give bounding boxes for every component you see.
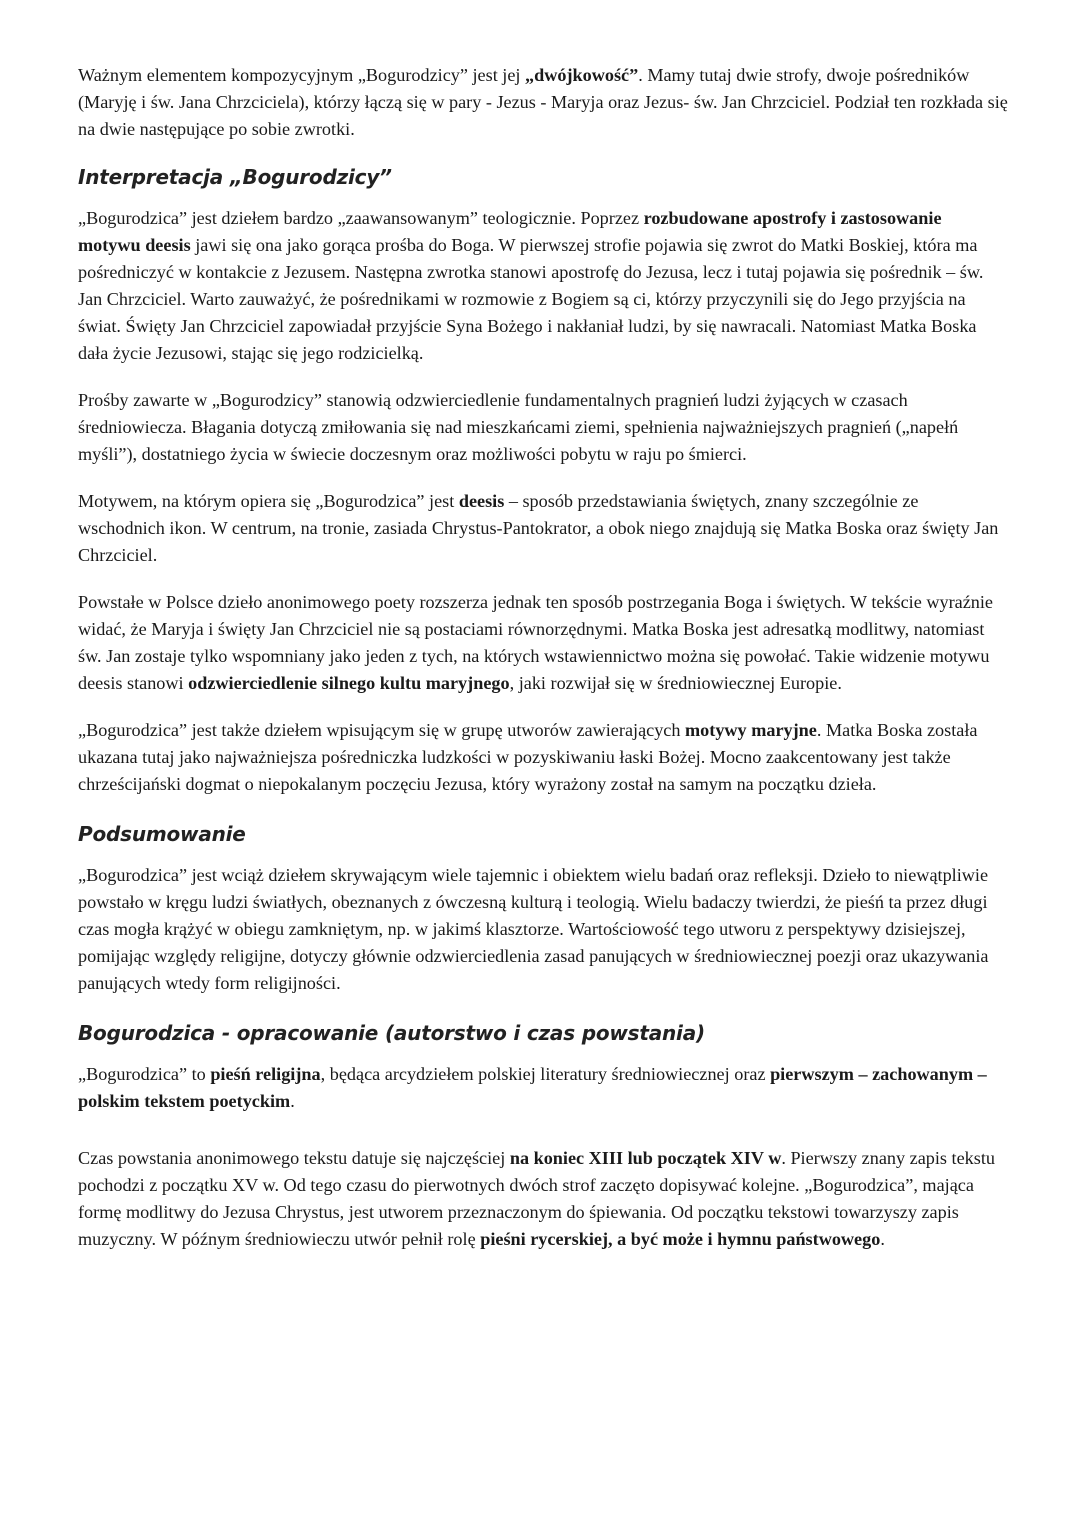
paragraph-marian-cult: Powstałe w Polsce dzieło anonimowego poety rozszerza jednak ten sposób postrzegania Boga i świętych. W tekście wyraźnie widać, że Maryja i święty Jan Chrzciciel nie są postaciami równorzędnymi. Matka Boska jest adresatką modlitwy, natomiast św. Jan zostaje tylko wspomniany jako jeden z tych, na których wstawiennictwo można się powołać. Takie widzenie motywu deesis stanowi odzwierciedlenie silnego kultu maryjnego, jaki rozwijał się w średniowiecznej Europie. (78, 592, 994, 693)
paragraph-marian-motifs: „Bogurodzica” jest także dziełem wpisującym się w grupę utworów zawierających motywy maryjne. Matka Boska została ukazana tutaj jako najważniejsza pośredniczka ludzkości w pozyskiwaniu łaski Bożej. Mocno zaakcentowany jest także chrześcijański dogmat o niepokalanym poczęciu Jezusa, który wyrażony został na samym na początku dzieła. (78, 720, 978, 794)
paragraph-composition: Ważnym elementem kompozycyjnym „Bogurodzicy” jest jej „dwójkowość”. Mamy tutaj dwie strofy, dwoje pośredników (Maryję i św. Jana Chrzciciela), którzy łączą się w pary - Jezus - Maryja oraz Jezus- św. Jan Chrzciciel. Podział ten rozkłada się na dwie następujące po sobie zwrotki. (78, 65, 1008, 139)
paragraph-deesis: Motywem, na którym opiera się „Bogurodzica” jest deesis – sposób przedstawiania świętych, znany szczególnie ze wschodnich ikon. W centrum, na tronie, zasiada Chrystus-Pantokrator, a obok niego znajdują się Matka Boska oraz święty Jan Chrzciciel. (78, 491, 999, 565)
paragraph-summary: „Bogurodzica” jest wciąż dziełem skrywającym wiele tajemnic i obiektem wielu badań oraz refleksji. Dzieło to niewątpliwie powstało w kręgu ludzi światłych, obeznanych z ówczesną kulturą i teologią. Wielu badaczy twierdzi, że pieśń ta przez długi czas mogła krążyć w obiegu zamkniętym, np. w jakimś klasztorze. Wartościowość tego utworu z perspektywy dzisiejszej, pomijając względy religijne, dotyczy głównie odzwierciedlenia zasad panujących w średniowiecznej poezji oraz ukazywania panujących wtedy form religijności. (78, 865, 989, 993)
paragraph-theology: „Bogurodzica” jest dziełem bardzo „zaawansowanym” teologicznie. Poprzez rozbudowane apostrofy i zastosowanie motywu deesis jawi się ona jako gorąca prośba do Boga. W pierwszej strofie pojawia się zwrot do Matki Boskiej, która ma pośredniczyć w kontakcie z Jezusem. Następna zwrotka stanowi apostrofę do Jezusa, lecz i tutaj pojawia się pośrednik – św. Jan Chrzciciel. Warto zauważyć, że pośrednikami w rozmowie z Bogiem są ci, którzy przyczynili się do Jego przyjścia na świat. Święty Jan Chrzciciel zapowiadał przyjście Syna Bożego i nakłaniał ludzi, by się nawracali. Natomiast Matka Boska dała życie Jezusowi, stając się jego rodzicielką. (78, 208, 984, 363)
paragraph-dating: Czas powstania anonimowego tekstu datuje się najczęściej na koniec XIII lub początek XIV w. Pierwszy znany zapis tekstu pochodzi z początku XV w. Od tego czasu do pierwotnych dwóch strof zaczęto dopisywać kolejne. „Bogurodzica”, mająca formę modlitwy do Jezusa Chrystus, jest utworem przeznaczonym do śpiewania. Od początku tekstowi towarzyszy zapis muzyczny. W późnym średniowieczu utwór pełnił rolę pieśni rycerskiej, a być może i hymnu państwowego. (78, 1148, 995, 1249)
spacer (78, 1135, 1008, 1145)
heading-authorship: Bogurodzica - opracowanie (autorstwo i czas powstania) (78, 1021, 705, 1045)
heading-interpretation: Interpretacja „Bogurodzicy” (78, 165, 392, 189)
paragraph-requests: Prośby zawarte w „Bogurodzicy” stanowią odzwierciedlenie fundamentalnych pragnień ludzi żyjących w czasach średniowiecza. Błagania dotyczą zmiłowania się nad mieszkańcami ziemi, spełnienia najważniejszych pragnień („napełń myśli”), dostatniego życia w świecie doczesnym oraz możliwości pobytu w raju po śmierci. (78, 390, 959, 464)
paragraph-religious-song: „Bogurodzica” to pieśń religijna, będąca arcydziełem polskiej literatury średniowiecznej oraz pierwszym – zachowanym – polskim tekstem poetyckim. (78, 1064, 987, 1111)
heading-summary: Podsumowanie (78, 822, 246, 846)
